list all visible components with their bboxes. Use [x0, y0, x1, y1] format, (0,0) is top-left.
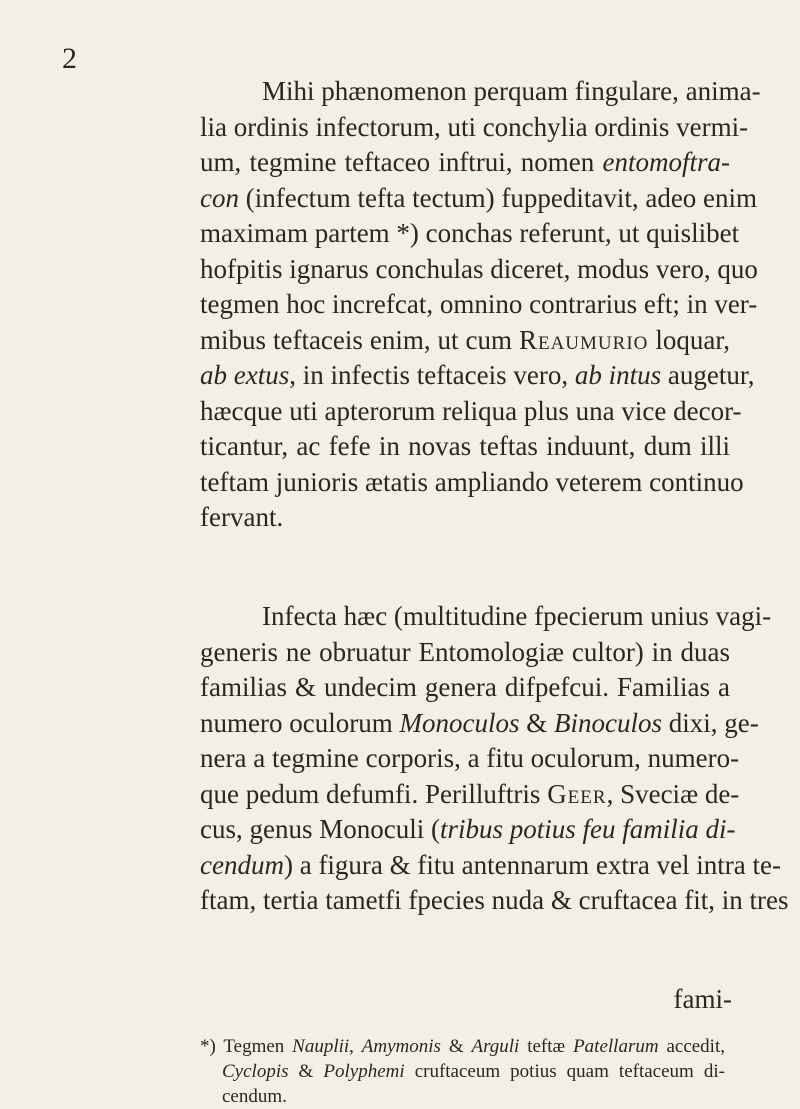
- text-run: teftæ: [519, 1036, 574, 1057]
- paragraph-2-line: [200, 848, 782, 884]
- paragraph-1-line: [200, 358, 755, 394]
- paragraph-1-line: [200, 394, 742, 430]
- text-run: augetur,: [661, 360, 755, 390]
- italic-run: Cyclopis: [222, 1061, 289, 1082]
- paragraph-1-line: [200, 500, 730, 536]
- text-run: maximam partem *) conchas referunt, ut quislibet: [200, 218, 740, 248]
- paragraph-2-line: [200, 812, 736, 848]
- text-run: cus, genus Monoculi (: [200, 814, 440, 844]
- footnote-line: [200, 1084, 725, 1109]
- text-run: dixi, ge-: [661, 707, 759, 738]
- text-run: lia ordinis infectorum, uti conchylia ordinis vermi-: [200, 111, 749, 142]
- footnote-line: [200, 1059, 725, 1084]
- italic-run: ab extus: [200, 360, 290, 390]
- text-run: numero oculorum: [200, 707, 400, 738]
- italic-run: ab intus: [574, 360, 662, 390]
- small-caps-name: Geer: [547, 778, 607, 809]
- text-run: (infectum tefta tectum) fuppeditavit, adeo enim: [238, 182, 758, 213]
- paragraph-2-line: [200, 599, 772, 635]
- paragraph-1-line: [200, 216, 740, 252]
- text-run: teftam junioris ætatis ampliando veterem continuo: [200, 466, 744, 497]
- text-run: , in infectis teftaceis vero,: [289, 360, 575, 390]
- italic-run: cendum: [200, 849, 284, 880]
- text-run: mibus teftaceis enim, ut cum: [200, 324, 519, 355]
- text-run: cruftaceum potius quam teftaceum di-: [404, 1061, 725, 1082]
- text-run: nera a tegmine corporis, a fitu oculorum, numero-: [200, 743, 740, 773]
- paragraph-1-line: [200, 252, 758, 288]
- text-run: &: [519, 707, 554, 738]
- italic-run: Monoculos: [399, 707, 520, 738]
- small-caps-name: Reaumurio: [518, 324, 649, 355]
- catchword: fami-: [673, 984, 732, 1014]
- paragraph-1-line: [200, 181, 758, 217]
- text-run: familias & undecim genera difpefcui. Familias a: [200, 672, 730, 702]
- paragraph-1-line: [200, 145, 730, 181]
- text-run: loquar,: [648, 324, 730, 355]
- text-run: generis ne obruatur Entomologiæ cultor) in duas: [200, 636, 730, 667]
- text-run: que pedum defumfi. Perilluftris: [200, 778, 548, 809]
- text-run: tegmen hoc increfcat, omnino contrarius eft; in ver-: [200, 289, 758, 319]
- italic-run: Nauplii: [292, 1036, 350, 1057]
- paragraph-1-line: [200, 323, 730, 359]
- paragraph-1-line: [200, 429, 730, 465]
- italic-run: entomoftra-: [602, 147, 730, 177]
- body-paragraph-1: [200, 74, 761, 536]
- paragraph-1-line: [200, 74, 761, 110]
- text-run: ticantur, ac fefe in novas teftas induunt, dum illi: [200, 431, 730, 461]
- paragraph-1-line: [200, 110, 749, 146]
- text-run: fervant.: [200, 502, 284, 532]
- text-run: Mihi phænomenon perquam fingulare, anima-: [262, 76, 761, 106]
- italic-run: Polyphemi: [323, 1061, 405, 1082]
- italic-run: Arguli: [471, 1036, 520, 1057]
- text-run: ) a figura & fitu antennarum extra vel intra te-: [283, 849, 782, 880]
- body-paragraph-2: [200, 599, 789, 919]
- italic-run: con: [200, 182, 239, 213]
- paragraph-1-line: [200, 465, 744, 501]
- paragraph-1-line: [200, 287, 758, 323]
- paragraph-2-line: [200, 741, 740, 777]
- text-run: &: [440, 1036, 472, 1057]
- italic-run: Patellarum: [573, 1036, 659, 1057]
- text-run: ftam, tertia tametfi fpecies nuda & cruftacea fit, in tres: [200, 885, 789, 915]
- page-number: 2: [62, 42, 78, 75]
- paragraph-2-line: [200, 670, 730, 706]
- footnote-line: [200, 1034, 725, 1059]
- text-run: um, tegmine teftaceo inftrui, nomen: [200, 147, 603, 177]
- text-run: , Sveciæ de-: [606, 778, 740, 809]
- text-run: ,: [349, 1036, 362, 1057]
- italic-run: tribus potius feu familia di-: [439, 814, 736, 844]
- text-run: Infecta hæc (multitudine fpecierum unius vagi-: [262, 601, 772, 631]
- text-run: *) Tegmen: [200, 1036, 293, 1057]
- italic-run: Amymonis: [361, 1036, 441, 1057]
- text-run: cendum.: [222, 1086, 287, 1107]
- text-run: hofpitis ignarus conchulas diceret, modus vero, quo: [200, 253, 758, 284]
- paragraph-2-line: [200, 883, 789, 919]
- paragraph-2-line: [200, 706, 759, 742]
- text-run: accedit,: [658, 1036, 725, 1057]
- italic-run: Binoculos: [553, 707, 662, 738]
- text-run: &: [288, 1061, 324, 1082]
- paragraph-2-line: [200, 635, 730, 671]
- footnote: [200, 1034, 725, 1109]
- paragraph-2-line: [200, 777, 740, 813]
- text-run: hæcque uti apterorum reliqua plus una vice decor-: [200, 395, 742, 426]
